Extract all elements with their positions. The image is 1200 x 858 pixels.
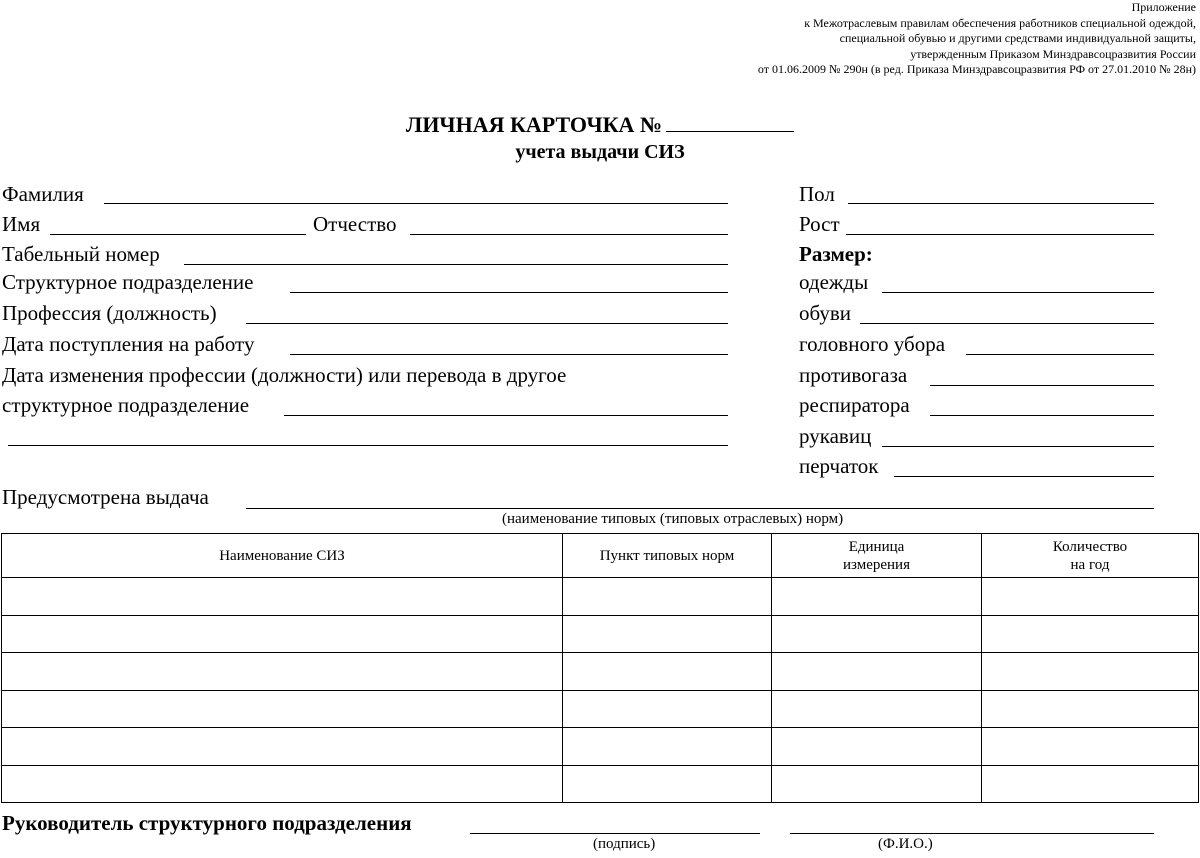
appendix-note-line: Приложение — [1131, 0, 1196, 14]
table-cell[interactable] — [982, 690, 1199, 728]
profession-field[interactable] — [246, 323, 728, 324]
header-quantity-line1: Количество — [1052, 538, 1128, 555]
signature-label: Руководитель структурного подразделения — [2, 811, 412, 835]
table-row — [2, 615, 1199, 653]
headwear-size-label: головного убора — [799, 332, 946, 356]
appendix-note-line: специальной обувью и другими средствами индивидуальной защиты, — [839, 31, 1196, 45]
department-field[interactable] — [290, 292, 728, 293]
table-cell[interactable] — [2, 578, 563, 616]
change-date-field[interactable] — [284, 415, 728, 416]
gloves-size-field[interactable] — [894, 476, 1154, 477]
table-cell[interactable] — [2, 728, 563, 766]
header-unit-line1: Единица — [848, 538, 905, 555]
sex-field[interactable] — [848, 203, 1154, 204]
table-cell[interactable] — [772, 578, 982, 616]
table-cell[interactable] — [2, 765, 563, 803]
table-cell[interactable] — [563, 615, 772, 653]
table-cell[interactable] — [982, 615, 1199, 653]
table-cell[interactable] — [982, 578, 1199, 616]
table-row — [2, 690, 1199, 728]
personnel-number-field[interactable] — [184, 264, 728, 265]
table-cell[interactable] — [772, 728, 982, 766]
surname-label: Фамилия — [2, 182, 84, 206]
respirator-size-field[interactable] — [930, 415, 1154, 416]
header-siz-name-text: Наименование СИЗ — [219, 547, 345, 564]
table-row — [2, 765, 1199, 803]
appendix-note-line: от 01.06.2009 № 290н (в ред. Приказа Минздравсоцразвития РФ от 27.01.2010 № 28н) — [757, 62, 1196, 76]
card-number-field[interactable] — [666, 113, 794, 132]
header-norm-item — [563, 534, 772, 578]
fio-caption: (Ф.И.О.) — [878, 836, 933, 852]
table-row — [2, 653, 1199, 691]
table-cell[interactable] — [982, 653, 1199, 691]
size-heading: Размер: — [799, 242, 873, 266]
header-siz-name — [2, 534, 563, 578]
shoe-size-field[interactable] — [860, 323, 1154, 324]
name-label: Имя — [2, 212, 41, 236]
table-cell[interactable] — [982, 765, 1199, 803]
provision-caption: (наименование типовых (типовых отраслевых) норм) — [502, 511, 844, 527]
mittens-size-label: рукавиц — [799, 424, 872, 448]
height-field[interactable] — [846, 234, 1154, 235]
sex-label: Пол — [799, 182, 835, 206]
table-cell[interactable] — [2, 615, 563, 653]
personnel-number-label: Табельный номер — [2, 242, 160, 266]
table-cell[interactable] — [563, 728, 772, 766]
profession-label: Профессия (должность) — [2, 301, 217, 325]
table-cell[interactable] — [2, 653, 563, 691]
mittens-size-field[interactable] — [882, 446, 1154, 447]
patronymic-field[interactable] — [410, 234, 728, 235]
header-quantity — [982, 534, 1199, 578]
table-cell[interactable] — [772, 615, 982, 653]
appendix-note-line: утвержденным Приказом Минздравсоцразвития России — [910, 46, 1196, 61]
gloves-size-label: перчаток — [799, 454, 879, 478]
table-row — [2, 728, 1199, 766]
siz-table — [1, 533, 1199, 803]
appendix-note-line: к Межотраслевым правилам обеспечения работников специальной одеждой, — [804, 15, 1196, 30]
provision-field[interactable] — [246, 508, 1154, 509]
table-cell[interactable] — [772, 690, 982, 728]
department-label: Структурное подразделение — [2, 270, 254, 294]
surname-field[interactable] — [104, 203, 728, 204]
gas-mask-size-field[interactable] — [930, 385, 1154, 386]
hire-date-field[interactable] — [290, 354, 728, 355]
table-cell[interactable] — [982, 728, 1199, 766]
table-header-row — [2, 534, 1199, 578]
table-cell[interactable] — [563, 690, 772, 728]
provision-label: Предусмотрена выдача — [2, 485, 209, 509]
change-date-field-extra[interactable] — [8, 445, 728, 446]
header-norm-item-text: Пункт типовых норм — [599, 547, 735, 564]
table-cell[interactable] — [563, 578, 772, 616]
table-row — [2, 578, 1199, 616]
respirator-size-label: респиратора — [799, 393, 910, 417]
header-unit — [772, 534, 982, 578]
gas-mask-size-label: противогаза — [799, 363, 908, 387]
name-field[interactable] — [50, 234, 306, 235]
table-cell[interactable] — [772, 765, 982, 803]
change-date-label-cont: структурное подразделение — [2, 393, 250, 417]
card-subtitle: учета выдачи СИЗ — [515, 141, 685, 163]
table-cell[interactable] — [772, 653, 982, 691]
clothing-size-label: одежды — [799, 270, 869, 294]
patronymic-label: Отчество — [313, 212, 397, 236]
shoe-size-label: обуви — [799, 301, 852, 325]
table-cell[interactable] — [563, 765, 772, 803]
signature-field[interactable] — [470, 833, 760, 834]
signature-caption: (подпись) — [593, 836, 656, 852]
table-cell[interactable] — [563, 653, 772, 691]
headwear-size-field[interactable] — [966, 354, 1154, 355]
card-title-text: ЛИЧНАЯ КАРТОЧКА № — [405, 112, 663, 137]
change-date-label: Дата изменения профессии (должности) или перевода в другое — [2, 363, 567, 387]
hire-date-label: Дата поступления на работу — [2, 332, 255, 356]
card-title — [0, 112, 1200, 138]
header-unit-line2: измерения — [842, 556, 910, 573]
height-label: Рост — [799, 212, 840, 236]
appendix-note — [758, 0, 1196, 78]
clothing-size-field[interactable] — [882, 292, 1154, 293]
fio-field[interactable] — [790, 833, 1154, 834]
header-quantity-line2: на год — [1070, 556, 1110, 573]
table-cell[interactable] — [2, 690, 563, 728]
